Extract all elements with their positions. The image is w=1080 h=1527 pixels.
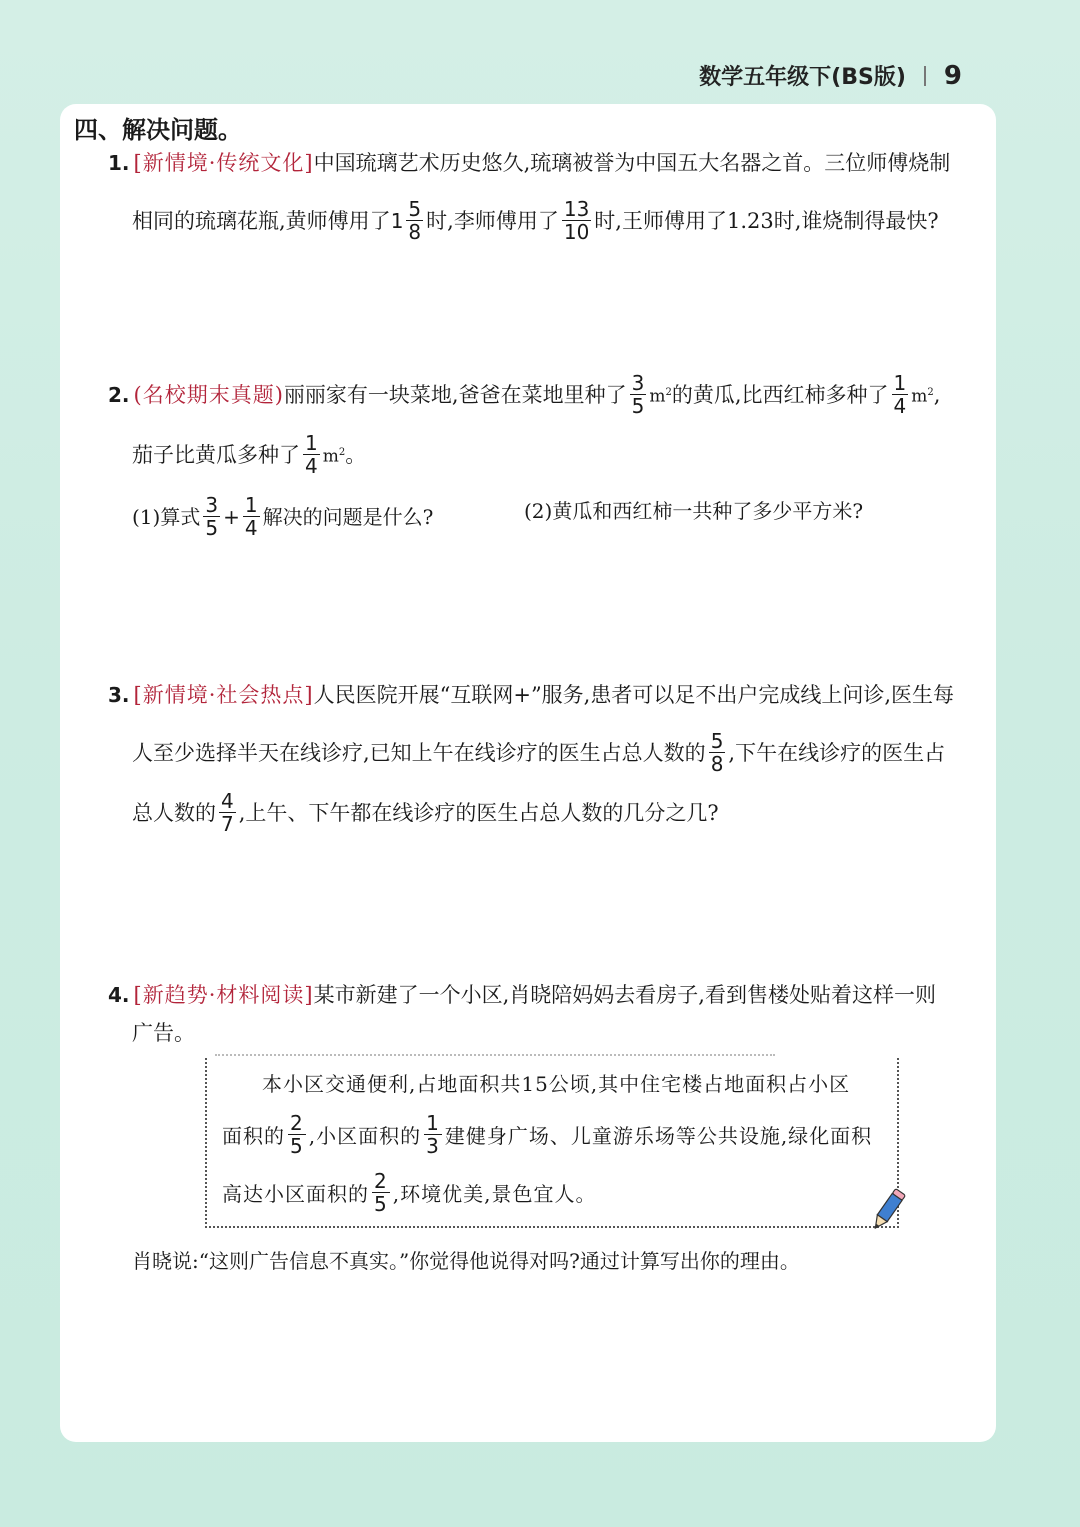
header-divider: [924, 66, 926, 86]
q4-question: 肖晓说:“这则广告信息不真实。”你觉得他说得对吗?通过计算写出你的理由。: [132, 1249, 800, 1273]
q4-line1: [108, 980, 936, 1010]
ad-text-2c: 建健身广场、儿童游乐场等公共设施,绿化面积: [444, 1124, 873, 1148]
q1-text-2b: 时,李师傅用了: [426, 208, 559, 233]
q2-fraction-1: $\frac{3}{5}$: [631, 371, 645, 418]
q2-number: 2.: [108, 382, 130, 407]
q1-number: 1.: [108, 151, 130, 175]
q2-fraction-2: $\frac{1}{4}$: [893, 371, 907, 418]
q2-sub1-fraction-2: $\frac{1}{4}$: [244, 493, 258, 540]
q3-line2: [132, 730, 945, 775]
pencil-icon: [868, 1186, 908, 1234]
q4-tag: [新趋势·材料阅读]: [133, 983, 314, 1007]
ad-text-3a: 高达小区面积的: [222, 1182, 369, 1206]
ad-fraction-1: $\frac{2}{5}$: [290, 1111, 304, 1158]
q2-sub1-fraction-1: $\frac{3}{5}$: [205, 493, 219, 540]
q3-number: 3.: [108, 683, 130, 707]
ad-text-2a: 面积的: [222, 1124, 285, 1148]
q2-unit-1: $m^2$: [649, 386, 672, 407]
q3-text-3b: ,上午、下午都在线诊疗的医生占总人数的几分之几?: [238, 800, 719, 825]
q1-mixed-fraction: 1 $\frac{5}{8}$: [390, 197, 422, 244]
q3-text-2a: 人至少选择半天在线诊疗,已知上午在线诊疗的医生占总人数的: [132, 740, 706, 765]
q2-line2: [132, 432, 366, 477]
q1-text-1: 中国琉璃艺术历史悠久,琉璃被誉为中国五大名器之首。三位师傅烧制: [313, 151, 951, 175]
ad-line2: [222, 1112, 872, 1157]
q3-fraction-2: $\frac{4}{7}$: [221, 789, 234, 836]
page-header: [699, 60, 962, 91]
q2-comma: ,: [933, 382, 941, 407]
q1-fraction-2: $\frac{13}{10}$: [563, 197, 590, 244]
ad-box-top-border: [215, 1054, 775, 1056]
ad-text-3b: ,环境优美,景色宜人。: [392, 1182, 597, 1206]
q2-unit-3: $m^2$: [322, 446, 346, 467]
q3-line3: [132, 790, 719, 835]
q4-line2: 广告。: [132, 1021, 195, 1045]
q1-line1: [108, 148, 950, 178]
q1-text-2c: 时,王师傅用了1.23时,谁烧制得最快?: [594, 208, 939, 233]
ad-fraction-3: $\frac{2}{5}$: [374, 1169, 388, 1216]
q3-fraction-1: $\frac{5}{8}$: [710, 729, 724, 776]
q1-line2: [132, 198, 939, 243]
q2-text-1a: 丽丽家有一块菜地,爸爸在菜地里种了: [283, 382, 627, 407]
q2-sub1-text: (1)算式: [132, 504, 201, 529]
q3-text-2b: ,下午在线诊疗的医生占: [728, 740, 946, 765]
q2-period: 。: [345, 442, 367, 467]
q4-number: 4.: [108, 983, 130, 1007]
q2-sub1-question: 解决的问题是什么?: [262, 504, 434, 529]
book-title: 数学五年级下(BS版): [699, 65, 906, 90]
q3-text-3a: 总人数的: [132, 800, 216, 825]
q4-text-1: 某市新建了一个小区,肖晓陪妈妈去看房子,看到售楼处贴着这样一则: [313, 983, 936, 1007]
ad-fraction-2: $\frac{1}{3}$: [426, 1111, 440, 1158]
q1-tag: [新情境·传统文化]: [133, 151, 314, 175]
ad-text-2b: ,小区面积的: [308, 1124, 422, 1148]
q2-line1: [108, 372, 940, 417]
q2-sub1: [132, 494, 433, 539]
plus-sign: +: [223, 504, 240, 529]
q1-text-2a: 相同的琉璃花瓶,黄师傅用了: [132, 208, 391, 233]
q3-text-1: 人民医院开展“互联网+”服务,患者可以足不出户完成线上问诊,医生每: [313, 683, 955, 707]
q2-unit-2: $m^2$: [911, 386, 934, 407]
ad-line3: [222, 1170, 596, 1215]
q2-tag: (名校期末真题): [133, 382, 284, 407]
q2-text-2a: 茄子比黄瓜多种了: [132, 442, 300, 467]
ad-line1: 本小区交通便利,占地面积共15公顷,其中住宅楼占地面积占小区: [262, 1072, 851, 1096]
q2-text-1b: 的黄瓜,比西红柿多种了: [671, 382, 889, 407]
section-title: 四、解决问题。: [74, 115, 242, 144]
q2-fraction-3: $\frac{1}{4}$: [305, 431, 318, 478]
q3-tag: [新情境·社会热点]: [133, 683, 314, 707]
q2-sub2: (2)黄瓜和西红柿一共种了多少平方米?: [524, 499, 864, 523]
q3-line1: [108, 680, 954, 710]
page-number: 9: [943, 60, 962, 91]
